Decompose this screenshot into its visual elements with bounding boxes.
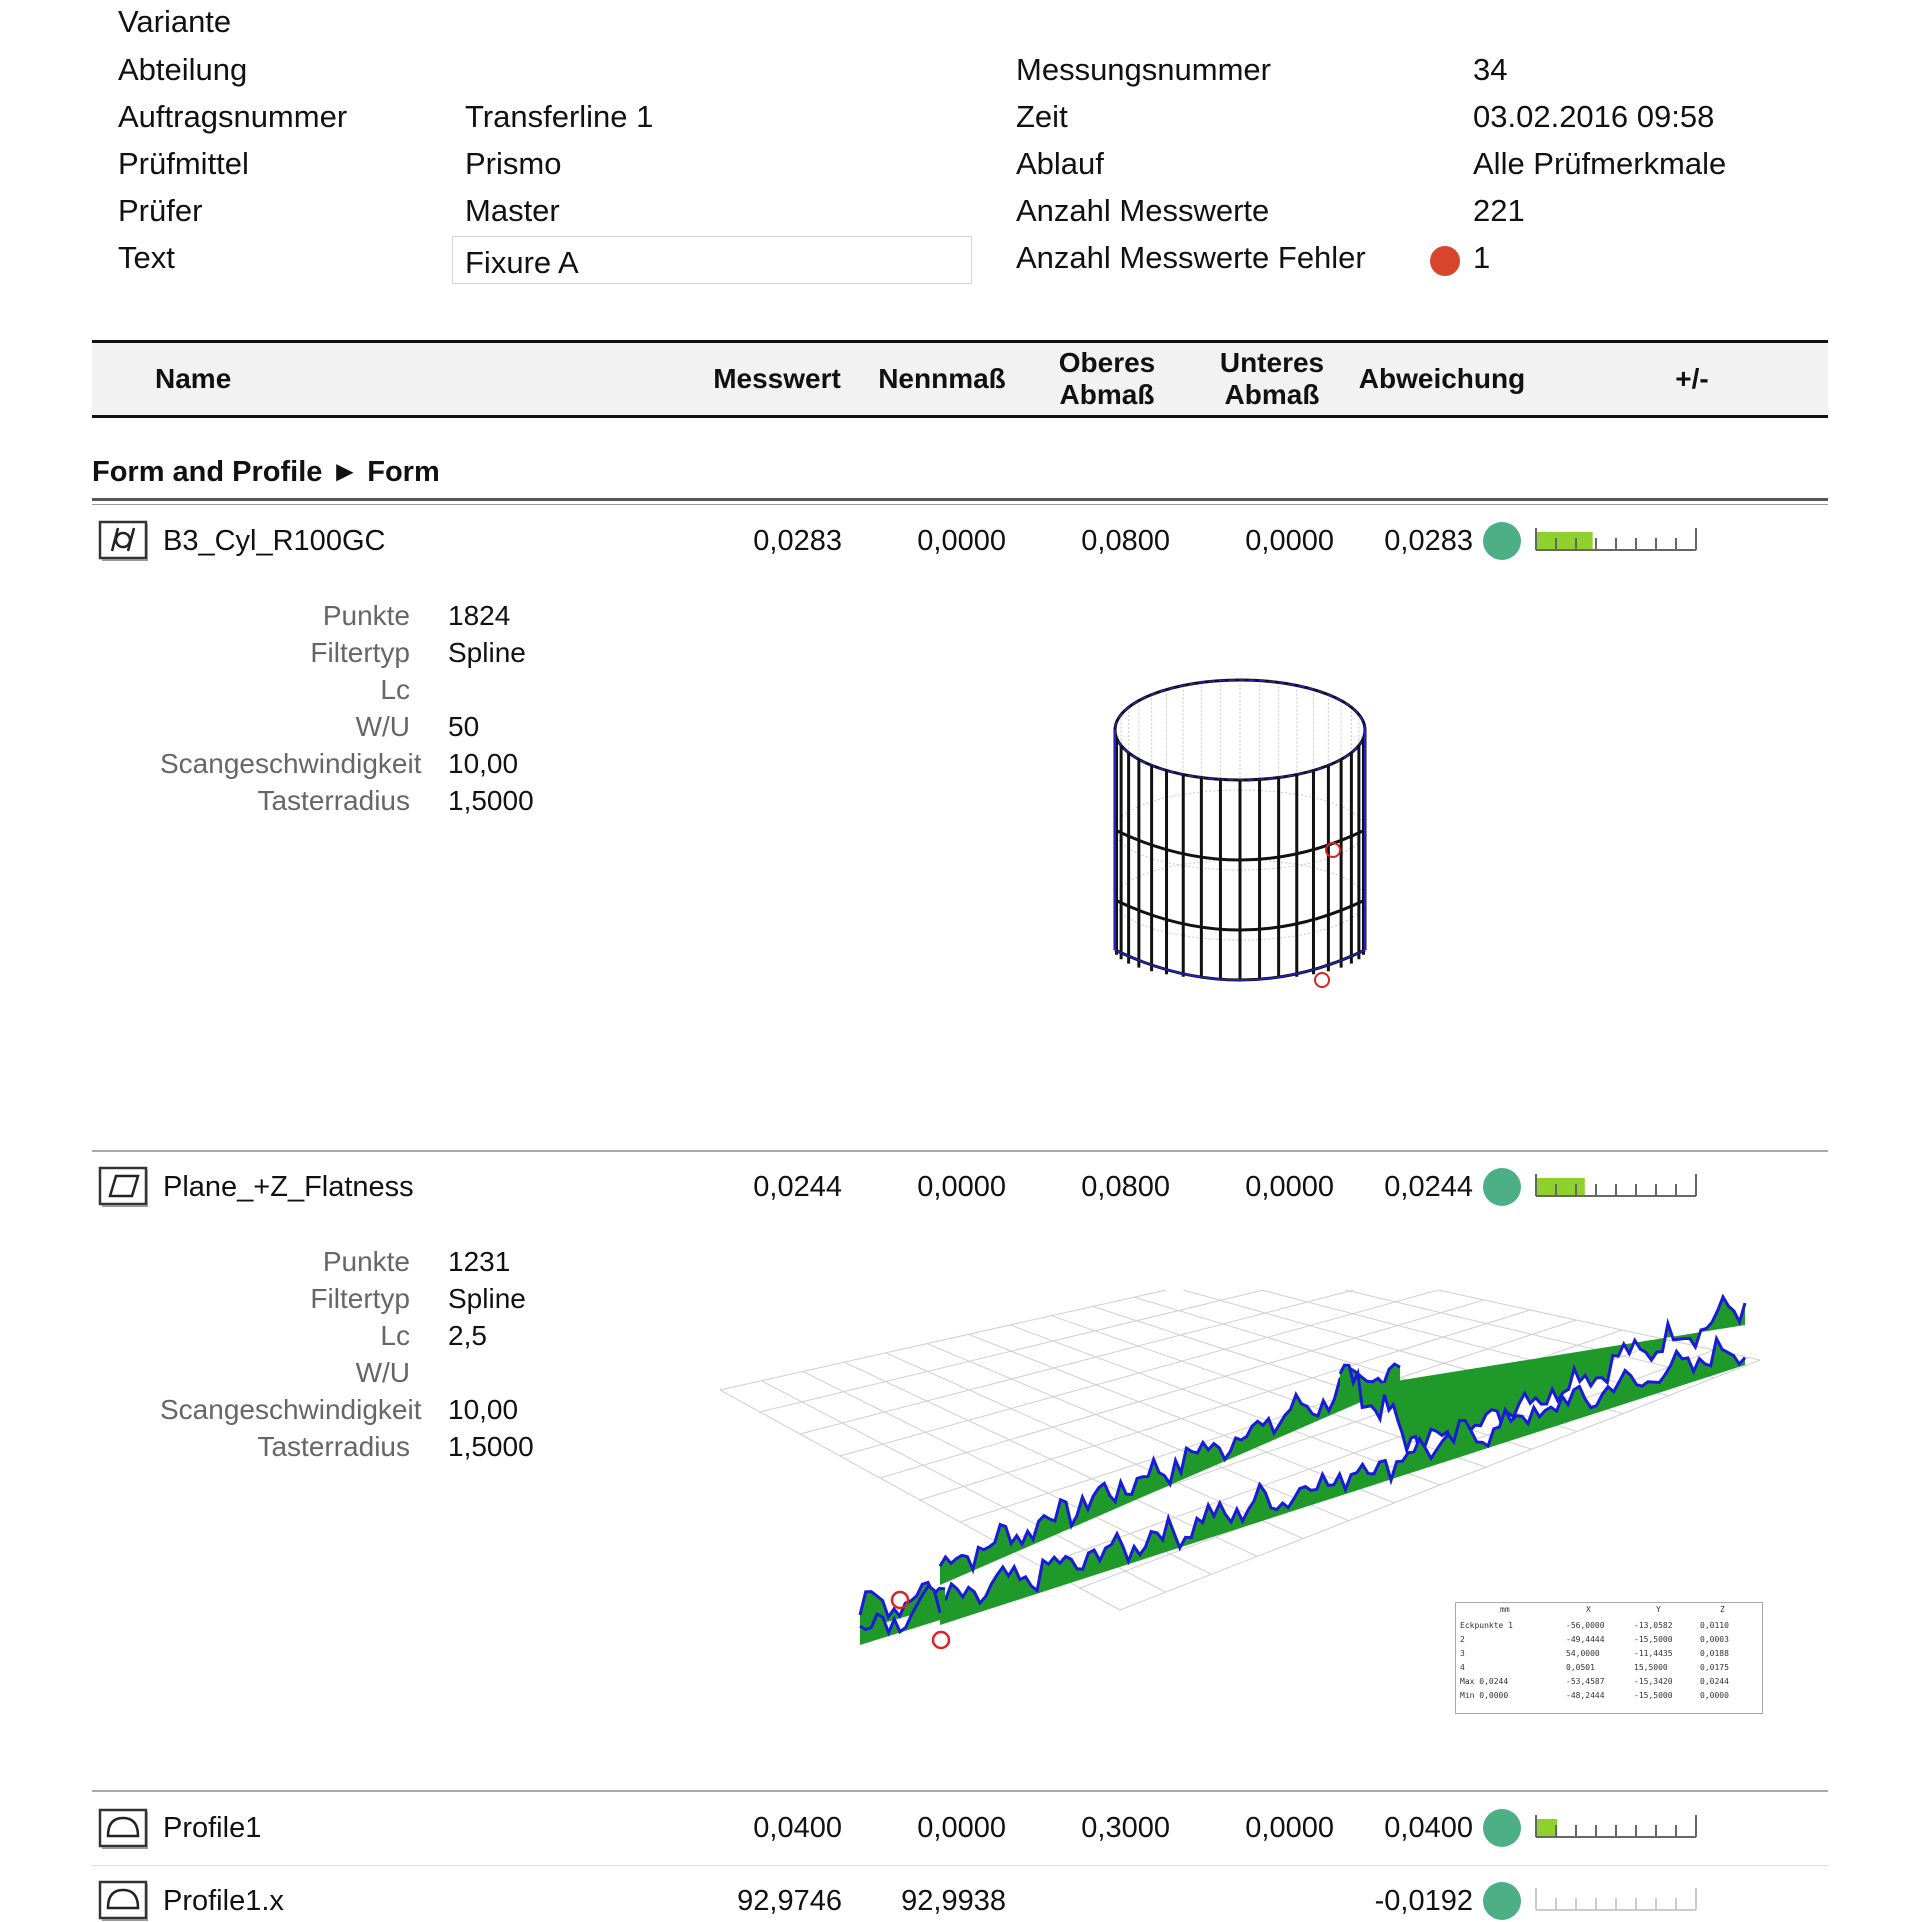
tolerance-bar — [1534, 1813, 1698, 1843]
param-value: 1824 — [448, 600, 511, 631]
param-value: 10,00 — [448, 1394, 519, 1425]
col-oberes-line2: Abmaß — [1059, 379, 1155, 410]
mini-cell: 0,0501 — [1566, 1663, 1595, 1672]
param-value: 1,5000 — [448, 785, 534, 816]
error-status-dot — [1430, 246, 1460, 276]
col-unteres-line1: Unteres — [1219, 347, 1325, 378]
cell-messwert: 0,0400 — [753, 1812, 842, 1844]
tolerance-bar — [1534, 1172, 1698, 1202]
row-separator — [92, 1790, 1828, 1792]
col-abweichung[interactable]: Abweichung — [1358, 363, 1526, 394]
mini-cell: -11,4435 — [1634, 1649, 1673, 1658]
mini-cell: Min 0,0000 — [1460, 1691, 1509, 1700]
cylindricity-icon — [98, 518, 148, 562]
param-value: 2,5 — [448, 1320, 487, 1351]
param-value: 50 — [448, 711, 480, 742]
param-label: Tasterradius — [257, 1431, 410, 1462]
mini-cell: 0,0003 — [1700, 1635, 1729, 1644]
status-dot — [1483, 1168, 1521, 1206]
param-label: W/U — [355, 1357, 410, 1388]
cell-abweichung: 0,0283 — [1384, 525, 1473, 557]
tolerance-bar — [1534, 1886, 1698, 1916]
mini-cell: Max 0,0244 — [1460, 1677, 1509, 1686]
mini-cell: 3 — [1460, 1649, 1465, 1658]
param-label: Lc — [380, 1320, 410, 1351]
col-unteres-abmass[interactable] — [1197, 347, 1347, 411]
mini-cell: -56,0000 — [1566, 1621, 1605, 1630]
col-oberes-line1: Oberes — [1058, 347, 1156, 378]
feature-name: Profile1 — [163, 1812, 262, 1844]
mini-cell: -53,4587 — [1566, 1677, 1605, 1686]
label-text: Text — [118, 240, 175, 275]
mini-cell: -15,3420 — [1634, 1677, 1673, 1686]
label-anzahl-fehler: Anzahl Messwerte Fehler — [1016, 240, 1366, 275]
tolerance-fill — [1536, 1178, 1585, 1196]
param-value: 1231 — [448, 1246, 511, 1277]
row-separator — [92, 1150, 1828, 1152]
feature-name: Profile1.x — [163, 1885, 284, 1917]
label-pruefer: Prüfer — [118, 193, 203, 228]
param-label: W/U — [355, 711, 410, 742]
value-anzahl-fehler: 1 — [1473, 240, 1491, 275]
cell-nennmass: 92,9938 — [901, 1885, 1006, 1917]
cell-messwert: 0,0283 — [753, 525, 842, 557]
param-value: Spline — [448, 637, 526, 668]
mini-cell: Eckpunkte 1 — [1460, 1621, 1513, 1630]
feature-name: Plane_+Z_Flatness — [163, 1171, 414, 1203]
mini-cell: -49,4444 — [1566, 1635, 1605, 1644]
cell-abweichung: 0,0400 — [1384, 1812, 1473, 1844]
param-label: Lc — [380, 674, 410, 705]
tolerance-bar — [1534, 526, 1698, 556]
text-field[interactable] — [452, 236, 972, 284]
col-name[interactable]: Name — [155, 363, 232, 394]
mini-cell: -15,5000 — [1634, 1635, 1673, 1644]
mini-cell: -48,2444 — [1566, 1691, 1605, 1700]
cell-oberes: 0,0800 — [1081, 525, 1170, 557]
col-messwert[interactable]: Messwert — [713, 363, 841, 394]
status-dot — [1483, 1809, 1521, 1847]
mini-cell: 54,0000 — [1566, 1649, 1600, 1658]
value-auftragsnummer: Transferline 1 — [465, 99, 654, 134]
mini-head: X — [1586, 1605, 1591, 1614]
tolerance-fill — [1536, 532, 1593, 550]
flatness-icon — [98, 1164, 148, 1208]
cell-nennmass: 0,0000 — [917, 1171, 1006, 1203]
param-label: Filtertyp — [310, 637, 410, 668]
value-ablauf: Alle Prüfmerkmale — [1473, 146, 1727, 181]
mini-cell: -15,5000 — [1634, 1691, 1673, 1700]
col-oberes-abmass[interactable] — [1032, 347, 1182, 411]
mini-rows — [1456, 1603, 1762, 1713]
label-zeit: Zeit — [1016, 99, 1068, 134]
mini-cell: 15,5000 — [1634, 1663, 1668, 1672]
cell-unteres: 0,0000 — [1245, 525, 1334, 557]
col-unteres-line2: Abmaß — [1224, 379, 1320, 410]
text-field-value: Fixure A — [465, 245, 579, 280]
mini-head: Z — [1720, 1605, 1725, 1614]
row-separator — [92, 1865, 1828, 1866]
cell-nennmass: 0,0000 — [917, 525, 1006, 557]
label-abteilung: Abteilung — [118, 52, 248, 87]
cell-unteres: 0,0000 — [1245, 1812, 1334, 1844]
status-dot — [1483, 522, 1521, 560]
param-label: Punkte — [322, 600, 410, 631]
feature-name: B3_Cyl_R100GC — [163, 525, 386, 557]
table-header — [92, 340, 1828, 418]
label-messungsnummer: Messungsnummer — [1016, 52, 1271, 87]
mini-cell: 2 — [1460, 1635, 1465, 1644]
status-dot — [1483, 1882, 1521, 1920]
tolerance-fill — [1536, 1819, 1557, 1837]
param-label: Scangeschwindigkeit — [160, 748, 422, 779]
col-nennmass[interactable]: Nennmaß — [878, 363, 1006, 394]
param-label: Tasterradius — [257, 785, 410, 816]
corner-points-table — [1455, 1602, 1763, 1714]
mini-cell: 0,0175 — [1700, 1663, 1729, 1672]
section-divider — [92, 498, 1828, 501]
label-pruefmittel: Prüfmittel — [118, 146, 249, 181]
mini-cell: 4 — [1460, 1663, 1465, 1672]
value-anzahl-messwerte: 221 — [1473, 193, 1525, 228]
cell-messwert: 92,9746 — [737, 1885, 842, 1917]
label-ablauf: Ablauf — [1016, 146, 1104, 181]
col-plusminus[interactable]: +/- — [1675, 363, 1709, 394]
cell-unteres: 0,0000 — [1245, 1171, 1334, 1203]
mini-head: Y — [1656, 1605, 1661, 1614]
mini-cell: 0,0188 — [1700, 1649, 1729, 1658]
param-label: Punkte — [322, 1246, 410, 1277]
mini-cell: 0,0110 — [1700, 1621, 1729, 1630]
value-pruefer: Master — [465, 193, 560, 228]
cylinder-plot — [1100, 660, 1380, 1020]
param-value: 10,00 — [448, 748, 519, 779]
param-value: Spline — [448, 1283, 526, 1314]
label-variante: Variante — [118, 4, 232, 39]
mini-cell: -13,0582 — [1634, 1621, 1673, 1630]
mini-head: mm — [1500, 1605, 1510, 1614]
profile-icon — [98, 1806, 148, 1850]
value-messungsnummer: 34 — [1473, 52, 1508, 87]
cell-messwert: 0,0244 — [753, 1171, 842, 1203]
param-label: Filtertyp — [310, 1283, 410, 1314]
mini-cell: 0,0244 — [1700, 1677, 1729, 1686]
section-title: Form and Profile ► Form — [92, 456, 440, 488]
cell-nennmass: 0,0000 — [917, 1812, 1006, 1844]
cell-oberes: 0,0800 — [1081, 1171, 1170, 1203]
value-pruefmittel: Prismo — [465, 146, 562, 181]
mini-cell: 0,0000 — [1700, 1691, 1729, 1700]
section-divider-thin — [92, 504, 1828, 505]
param-value: 1,5000 — [448, 1431, 534, 1462]
cell-oberes: 0,3000 — [1081, 1812, 1170, 1844]
profile-icon — [98, 1878, 148, 1922]
label-anzahl-messwerte: Anzahl Messwerte — [1016, 193, 1270, 228]
cell-abweichung: -0,0192 — [1374, 1885, 1473, 1917]
cell-abweichung: 0,0244 — [1384, 1171, 1473, 1203]
label-auftragsnummer: Auftragsnummer — [118, 99, 348, 134]
param-label: Scangeschwindigkeit — [160, 1394, 422, 1425]
value-zeit: 03.02.2016 09:58 — [1473, 99, 1715, 134]
